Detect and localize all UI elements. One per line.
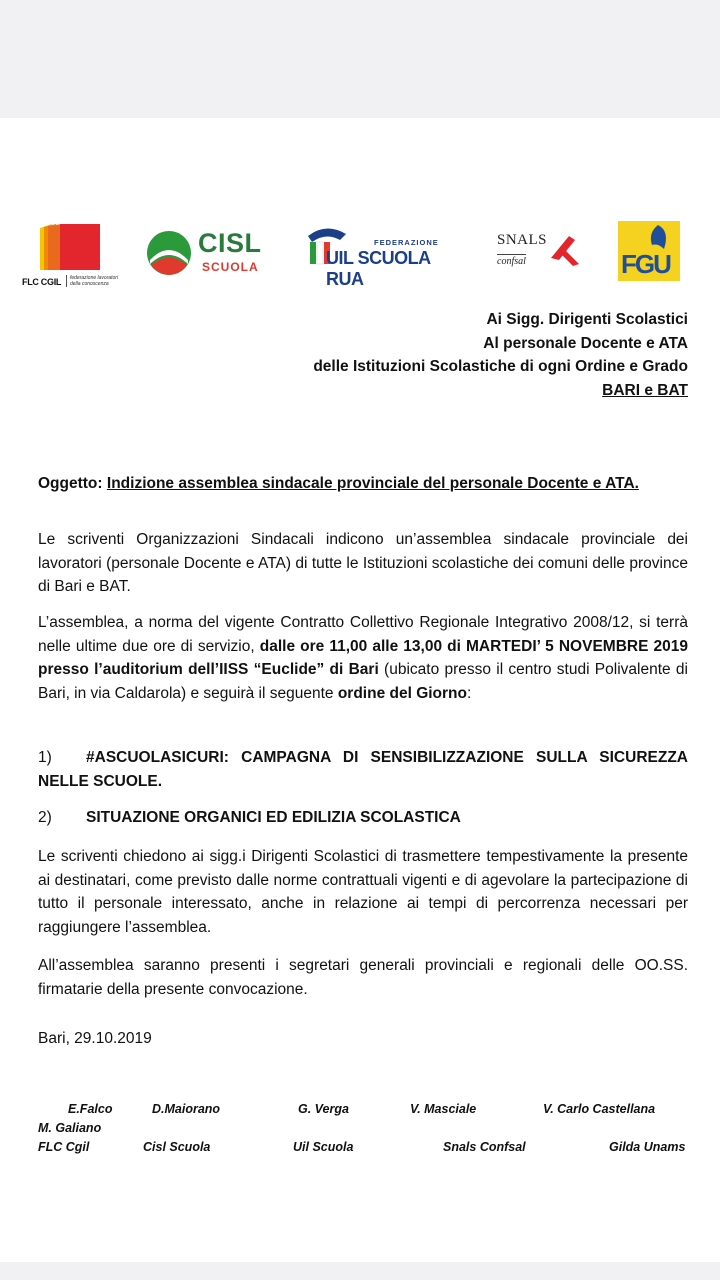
agenda-item-1-number: 1) [38, 749, 52, 766]
signature-org-1: FLC Cgil [38, 1140, 90, 1154]
meeting-datetime-place: dalle ore 11,00 alle 13,00 di MARTEDI’ 5 NOVEMBRE 2019 presso l’auditorium dell’IISS “Euclide” di Bari [38, 637, 688, 678]
flc-name: FLC CGIL [22, 277, 62, 287]
flc-tagline-1: federazione lavoratori [70, 275, 119, 281]
addressee-block [313, 308, 688, 402]
signature-org-5: Gilda Unams [609, 1140, 686, 1154]
app-bottom-bar [0, 1262, 720, 1280]
uil-scuola-rua-logo [300, 226, 465, 289]
paragraph-2-location-note: (ubicato presso il centro studi Polivalente di Bari, in via Caldarola) e seguirà il seguente [38, 661, 688, 702]
cisl-scuola-logo [146, 228, 276, 278]
agenda-item-1 [38, 746, 688, 793]
cisl-name: CISL [198, 228, 262, 258]
uil-name: UIL SCUOLA RUA [326, 248, 431, 289]
paragraph-2 [38, 611, 688, 705]
subject-line [38, 472, 688, 496]
signature-name-2: D.Maiorano [152, 1102, 221, 1116]
agenda-item-1-text: #ASCUOLASICURI: CAMPAGNA DI SENSIBILIZZAZIONE SULLA SICUREZZA NELLE SCUOLE. [38, 749, 688, 790]
addressee-line-4: BARI e BAT [602, 381, 688, 399]
signature-org-3: Uil Scuola [293, 1140, 354, 1154]
signature-name-1: E.Falco [68, 1102, 113, 1116]
subject-text: Indizione assemblea sindacale provinciale del personale Docente e ATA. [106, 475, 639, 492]
paragraph-3: Le scriventi chiedono ai sigg.i Dirigenti Scolastici di trasmettere tempestivamente la presente ai destinatari, come previsto dalle norme contrattuali vigenti e di agevolare la partecipazione di tutto il personale interessato, anche in relazione ai tempi di percorrenza necessari per raggiungere l’assemblea. [38, 848, 688, 936]
paragraph-2-colon: : [467, 684, 472, 702]
signature-name-3: G. Verga [298, 1102, 349, 1116]
signature-name-extra: M. Galiano [38, 1121, 102, 1135]
addressee-line-3: delle Istituzioni Scolastiche di ogni Ordine e Grado [313, 358, 688, 375]
uil-federazione: FEDERAZIONE [374, 238, 439, 247]
snals-confsal-logo [493, 228, 588, 273]
agenda-item-2 [38, 806, 688, 830]
snals-name: SNALS [497, 232, 548, 248]
signature-org-2: Cisl Scuola [143, 1140, 211, 1154]
signature-org-4: Snals Confsal [443, 1140, 526, 1154]
signature-name-4: V. Masciale [410, 1102, 477, 1116]
signature-name-5: V. Carlo Castellana [543, 1102, 656, 1116]
fgu-name: FGU [621, 249, 670, 279]
agenda-item-2-number: 2) [38, 809, 52, 826]
paragraph-2-intro: L’assemblea, a norma del vigente Contratto Collettivo Regionale Integrativo 2008/12, si terrà nelle ultime due ore di servizio, [38, 614, 688, 655]
paragraph-4: All’assemblea saranno presenti i segretari generali provinciali e regionali delle OO.SS. firmatarie della presente convocazione. [38, 957, 688, 998]
app-top-bar [0, 0, 720, 118]
flc-cgil-logo [22, 222, 142, 294]
document-date: Bari, 29.10.2019 [38, 1030, 152, 1047]
agenda-item-2-text: SITUAZIONE ORGANICI ED EDILIZIA SCOLASTICA [86, 809, 461, 826]
addressee-line-2: Al personale Docente e ATA [483, 334, 688, 352]
agenda-label: ordine del Giorno [337, 684, 467, 702]
snals-sub: confsal [497, 256, 526, 267]
flc-tagline-2: della conoscenza [70, 281, 109, 287]
subject-label: Oggetto: [38, 475, 103, 492]
addressee-line-1: Ai Sigg. Dirigenti Scolastici [486, 311, 688, 328]
fgu-logo [618, 221, 680, 281]
cisl-sub: SCUOLA [202, 260, 259, 274]
paragraph-1: Le scriventi Organizzazioni Sindacali indicono un’assemblea sindacale provinciale dei lavoratori (personale Docente e ATA) di tutte le Istituzioni scolastiche dei comuni delle province di Bari e BAT. [38, 531, 688, 595]
